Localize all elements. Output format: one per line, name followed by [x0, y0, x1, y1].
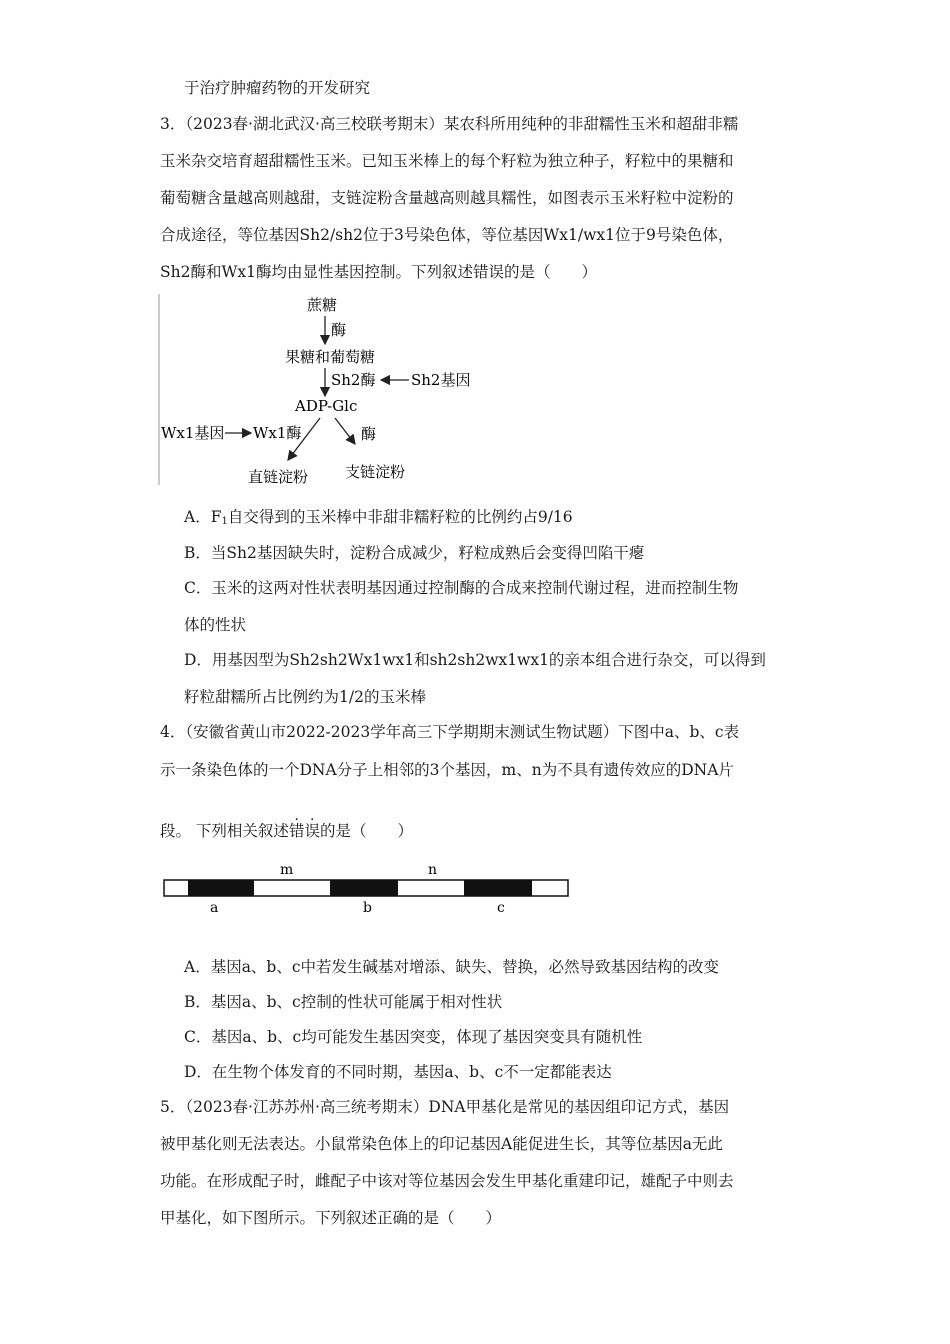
- q4-option-a: A．基因a、b、c中若发生碱基对增添、缺失、替换，必然导致基因结构的改变: [184, 958, 720, 976]
- q5-line-1: 5．（2023春·江苏苏州·高三统考期末）DNA甲基化是常见的基因组印记方式，基因: [160, 1098, 730, 1116]
- sucrose-label: 蔗糖: [307, 296, 338, 314]
- q3-option-d-line-2: 籽粒甜糯所占比例约为1/2的玉米棒: [184, 688, 426, 706]
- starch-pathway-diagram: [155, 292, 485, 488]
- q3-line-5: Sh2酶和Wx1酶均由显性基因控制。下列叙述错误的是（ ）: [160, 263, 597, 281]
- adp-glc-label: ADP-Glc: [295, 397, 358, 415]
- q5-line-2: 被甲基化则无法表达。小鼠常染色体上的印记基因A能促进生长，其等位基因a无此: [160, 1135, 723, 1153]
- q3-option-b: B．当Sh2基因缺失时，淀粉合成减少，籽粒成熟后会变得凹陷干瘪: [184, 544, 645, 562]
- top-fragment: 于治疗肿瘤药物的开发研究: [184, 79, 371, 97]
- q3-line-2: 玉米杂交培育超甜糯性玉米。已知玉米棒上的每个籽粒为独立种子，籽粒中的果糖和: [160, 152, 734, 170]
- q3-line-3: 葡萄糖含量越高则越甜，支链淀粉含量越高则越具糯性，如图表示玉米籽粒中淀粉的: [160, 189, 734, 207]
- q3-option-c-line-1: C．玉米的这两对性状表明基因通过控制酶的合成来控制代谢过程，进而控制生物: [184, 579, 739, 597]
- wx1-gene-label: Wx1基因: [161, 424, 225, 442]
- q5-line-3: 功能。在形成配子时，雌配子中该对等位基因会发生甲基化重建印记，雄配子中则去: [160, 1172, 734, 1190]
- q4-line-3: 段。 下列相关叙述错误的是（ ）: [160, 822, 413, 840]
- gene-a-segment: [188, 880, 254, 896]
- gene-b-segment: [330, 880, 398, 896]
- fructose-glucose-label: 果糖和葡萄糖: [285, 348, 376, 366]
- q3-line-1: 3．（2023春·湖北武汉·高三校联考期末）某农科所用纯种的非甜糯性玉米和超甜非糯: [160, 115, 739, 133]
- q4-option-b: B．基因a、b、c控制的性状可能属于相对性状: [184, 993, 503, 1011]
- segment-m-label: m: [280, 862, 294, 878]
- q4-line-2: 示一条染色体的一个DNA分子上相邻的3个基因，m、n为不具有遗传效应的DNA片: [160, 761, 734, 779]
- enzyme-2-label: 酶: [361, 425, 377, 443]
- sh2-gene-label: Sh2基因: [411, 371, 471, 389]
- wx1-enzyme-label: Wx1酶: [253, 424, 302, 442]
- q5-line-4: 甲基化，如下图所示。下列叙述正确的是（ ）: [160, 1209, 502, 1227]
- q3-line-4: 合成途径，等位基因Sh2/sh2位于3号染色体，等位基因Wx1/wx1位于9号染色体，: [160, 226, 734, 244]
- gene-b-label: b: [363, 900, 372, 916]
- q4-option-d: D．在生物个体发育的不同时期，基因a、b、c不一定都能表达: [184, 1063, 612, 1081]
- q3-option-d-line-1: D．用基因型为Sh2sh2Wx1wx1和sh2sh2wx1wx1的亲本组合进行杂交，可以得到: [184, 651, 766, 669]
- gene-c-segment: [464, 880, 532, 896]
- q4-option-c: C．基因a、b、c均可能发生基因突变，体现了基因突变具有随机性: [184, 1028, 643, 1046]
- amylopectin-label: 支链淀粉: [345, 463, 406, 481]
- enzyme-1-label: 酶: [331, 321, 347, 339]
- q3-option-c-line-2: 体的性状: [184, 616, 247, 634]
- dna-gene-diagram: [160, 858, 575, 918]
- q3-option-a: A．$F_1$自交得到的玉米棒中非甜非糯籽粒的比例约占9/16: [184, 508, 573, 527]
- gene-a-label: a: [210, 900, 219, 916]
- gene-c-label: c: [497, 900, 505, 916]
- amylose-label: 直链淀粉: [248, 468, 309, 486]
- sh2-enzyme-label: Sh2酶: [331, 371, 376, 389]
- segment-n-label: n: [428, 862, 438, 878]
- q4-line-1: 4．（安徽省黄山市2022-2023学年高三下学期期末测试生物试题）下图中a、b、c表: [160, 723, 740, 741]
